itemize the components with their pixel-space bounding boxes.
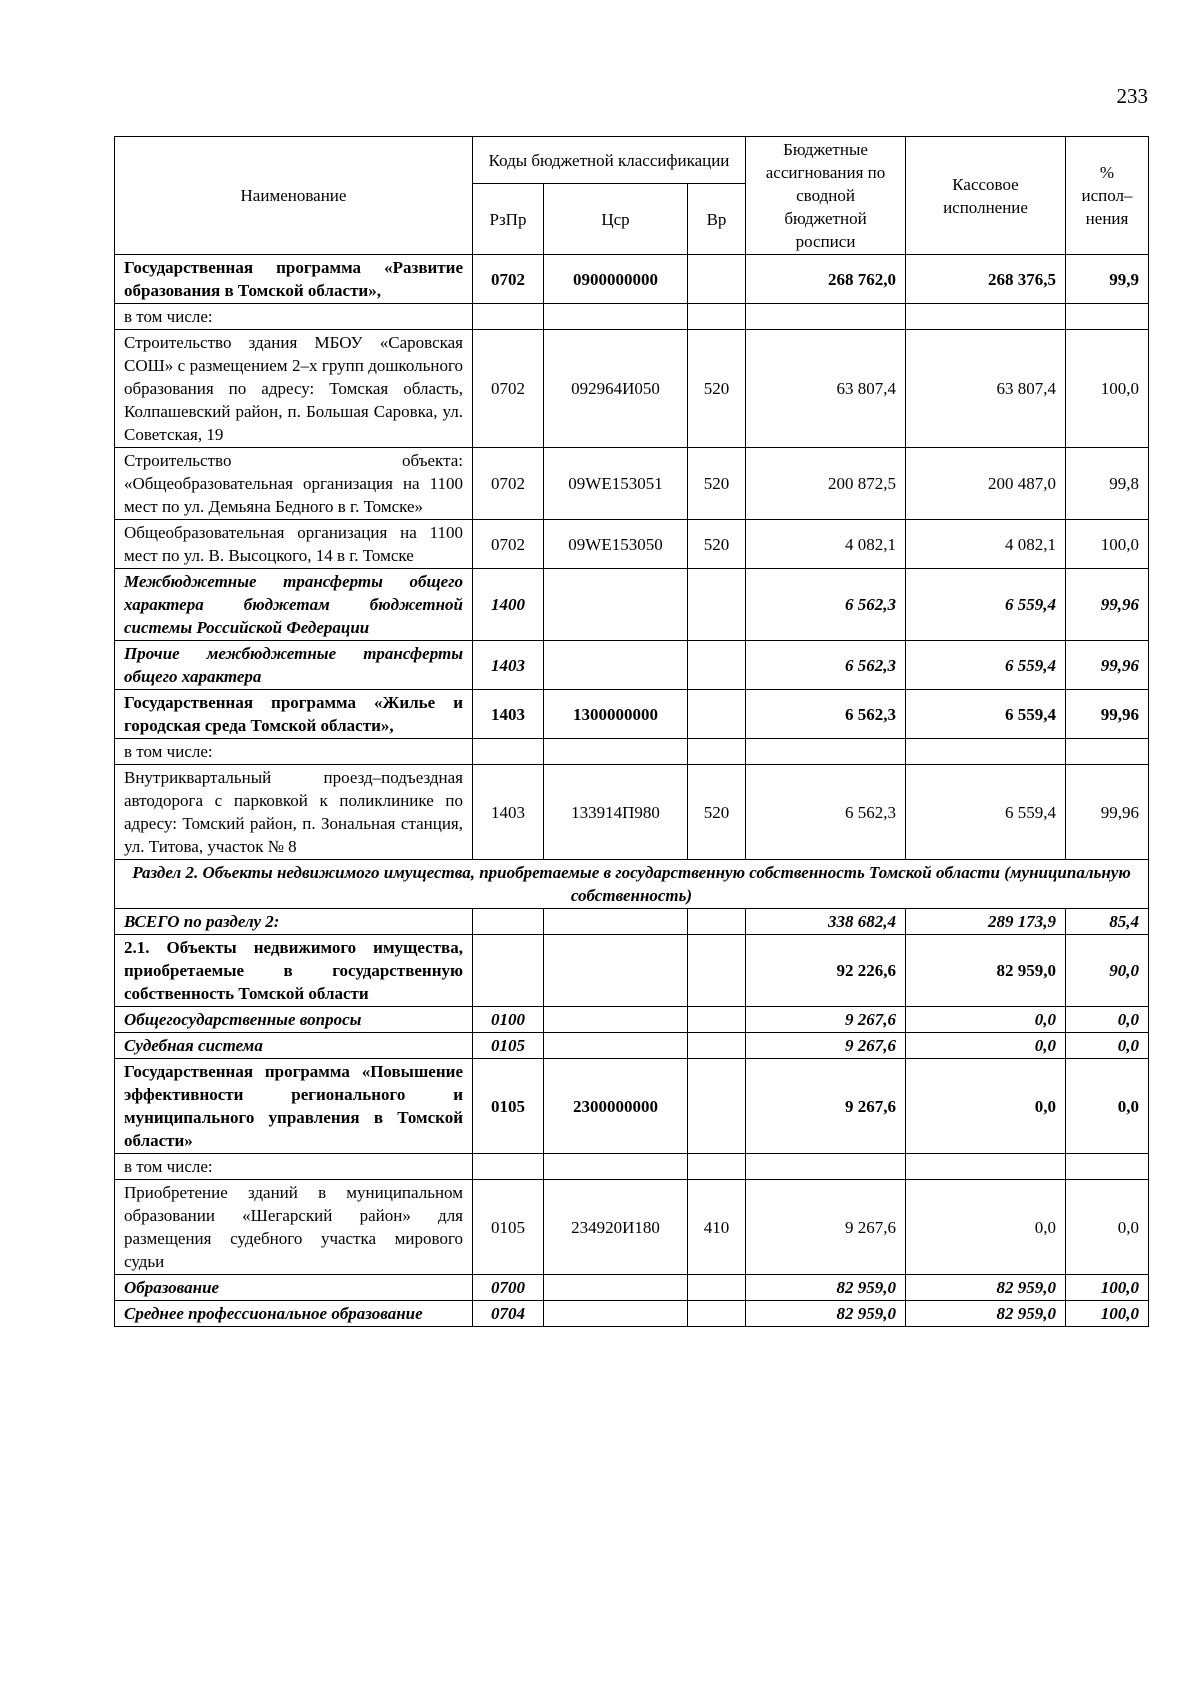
- cell-csr: 092964И050: [544, 330, 688, 448]
- cell-name: Межбюджетные трансферты общего характера бюджетам бюджетной системы Российской Федерации: [115, 569, 473, 641]
- cell-vr: [688, 935, 746, 1007]
- cell-csr: 1300000000: [544, 690, 688, 739]
- table-row: [115, 448, 1149, 520]
- cell-allocation: 82 959,0: [746, 1301, 906, 1327]
- cell-execution: 0,0: [906, 1059, 1066, 1154]
- cell-rzpr: 0105: [473, 1180, 544, 1275]
- cell-allocation: 6 562,3: [746, 690, 906, 739]
- cell-vr: [688, 1154, 746, 1180]
- table-row: [115, 1275, 1149, 1301]
- cell-vr: 410: [688, 1180, 746, 1275]
- table-row: [115, 765, 1149, 860]
- cell-rzpr: 0100: [473, 1007, 544, 1033]
- cell-rzpr: [473, 739, 544, 765]
- cell-allocation: [746, 304, 906, 330]
- cell-percent: [1066, 304, 1149, 330]
- cell-vr: 520: [688, 765, 746, 860]
- cell-allocation: 82 959,0: [746, 1275, 906, 1301]
- table-row: [115, 1301, 1149, 1327]
- cell-rzpr: [473, 1154, 544, 1180]
- cell-allocation: 6 562,3: [746, 569, 906, 641]
- cell-execution: 289 173,9: [906, 909, 1066, 935]
- cell-vr: [688, 909, 746, 935]
- table-row: [115, 330, 1149, 448]
- cell-allocation: 200 872,5: [746, 448, 906, 520]
- cell-csr: [544, 1033, 688, 1059]
- cell-name: в том числе:: [115, 739, 473, 765]
- cell-percent: 99,96: [1066, 569, 1149, 641]
- cell-vr: 520: [688, 448, 746, 520]
- cell-csr: [544, 641, 688, 690]
- cell-name: Общеобразовательная организация на 1100 мест по ул. В. Высоцкого, 14 в г. Томске: [115, 520, 473, 569]
- cell-percent: 0,0: [1066, 1059, 1149, 1154]
- cell-name: Общегосударственные вопросы: [115, 1007, 473, 1033]
- table-header: [115, 137, 1149, 255]
- cell-csr: 0900000000: [544, 255, 688, 304]
- cell-execution: 82 959,0: [906, 1275, 1066, 1301]
- cell-name: Среднее профессиональное образование: [115, 1301, 473, 1327]
- cell-rzpr: 0105: [473, 1033, 544, 1059]
- cell-allocation: [746, 739, 906, 765]
- cell-percent: 0,0: [1066, 1007, 1149, 1033]
- cell-csr: [544, 304, 688, 330]
- cell-csr: 234920И180: [544, 1180, 688, 1275]
- header-allocations: Бюджетные ассигнования по сводной бюджетной росписи: [746, 137, 906, 255]
- cell-csr: [544, 569, 688, 641]
- table-row: [115, 1180, 1149, 1275]
- cell-csr: [544, 1007, 688, 1033]
- cell-vr: [688, 1033, 746, 1059]
- cell-allocation: 9 267,6: [746, 1007, 906, 1033]
- cell-vr: [688, 255, 746, 304]
- cell-execution: 82 959,0: [906, 935, 1066, 1007]
- table-row: [115, 569, 1149, 641]
- cell-csr: [544, 1275, 688, 1301]
- cell-allocation: 268 762,0: [746, 255, 906, 304]
- table-row: [115, 1154, 1149, 1180]
- table-row: [115, 255, 1149, 304]
- cell-percent: 99,96: [1066, 641, 1149, 690]
- header-execution: Кассовое исполнение: [906, 137, 1066, 255]
- cell-rzpr: 0105: [473, 1059, 544, 1154]
- cell-execution: 82 959,0: [906, 1301, 1066, 1327]
- cell-execution: 6 559,4: [906, 569, 1066, 641]
- cell-vr: 520: [688, 330, 746, 448]
- cell-csr: 09WE153050: [544, 520, 688, 569]
- header-rzpr: РзПр: [473, 184, 544, 255]
- cell-name: Образование: [115, 1275, 473, 1301]
- header-name: Наименование: [115, 137, 473, 255]
- cell-execution: [906, 739, 1066, 765]
- table-row: [115, 690, 1149, 739]
- cell-execution: [906, 1154, 1066, 1180]
- cell-rzpr: 1403: [473, 765, 544, 860]
- cell-percent: 0,0: [1066, 1033, 1149, 1059]
- cell-percent: 100,0: [1066, 330, 1149, 448]
- cell-rzpr: 0704: [473, 1301, 544, 1327]
- cell-rzpr: 0702: [473, 330, 544, 448]
- cell-execution: 0,0: [906, 1180, 1066, 1275]
- cell-allocation: 6 562,3: [746, 765, 906, 860]
- cell-allocation: 338 682,4: [746, 909, 906, 935]
- cell-vr: [688, 1301, 746, 1327]
- cell-percent: 99,8: [1066, 448, 1149, 520]
- cell-csr: [544, 739, 688, 765]
- cell-rzpr: 0700: [473, 1275, 544, 1301]
- cell-vr: [688, 1007, 746, 1033]
- cell-rzpr: 1403: [473, 641, 544, 690]
- cell-name: Прочие межбюджетные трансферты общего характера: [115, 641, 473, 690]
- cell-csr: 09WE153051: [544, 448, 688, 520]
- cell-allocation: 6 562,3: [746, 641, 906, 690]
- cell-name: Внутриквартальный проезд–подъездная автодорога с парковкой к поликлинике по адресу: Томский район, п. Зональная станция, ул. Титова, участок № 8: [115, 765, 473, 860]
- cell-percent: 0,0: [1066, 1180, 1149, 1275]
- cell-rzpr: 0702: [473, 448, 544, 520]
- cell-rzpr: 1400: [473, 569, 544, 641]
- cell-vr: 520: [688, 520, 746, 569]
- cell-name: в том числе:: [115, 1154, 473, 1180]
- section-row: [115, 860, 1149, 909]
- cell-rzpr: [473, 909, 544, 935]
- cell-name: Строительство здания МБОУ «Саровская СОШ» с размещением 2–х групп дошкольного образования по адресу: Томская область, Колпашевский район, п. Большая Саровка, ул. Советская, 19: [115, 330, 473, 448]
- table-body: [115, 255, 1149, 1327]
- cell-percent: 85,4: [1066, 909, 1149, 935]
- cell-rzpr: [473, 304, 544, 330]
- cell-name: 2.1. Объекты недвижимого имущества, приобретаемые в государственную собственность Томской области: [115, 935, 473, 1007]
- cell-vr: [688, 304, 746, 330]
- table-row: [115, 1007, 1149, 1033]
- cell-csr: [544, 935, 688, 1007]
- page-number: 233: [1116, 84, 1148, 108]
- cell-name: Строительство объекта: «Общеобразовательная организация на 1100 мест по ул. Демьяна Бедного в г. Томске»: [115, 448, 473, 520]
- table-row: [115, 304, 1149, 330]
- table-row: [115, 909, 1149, 935]
- cell-execution: 200 487,0: [906, 448, 1066, 520]
- cell-csr: [544, 1301, 688, 1327]
- budget-execution-table: [114, 136, 1149, 1327]
- cell-rzpr: 1403: [473, 690, 544, 739]
- cell-name: Приобретение зданий в муниципальном образовании «Шегарский район» для размещения судебного участка мирового судьи: [115, 1180, 473, 1275]
- cell-name: Государственная программа «Развитие образования в Томской области»,: [115, 255, 473, 304]
- cell-vr: [688, 1059, 746, 1154]
- header-percent: % испол– нения: [1066, 137, 1149, 255]
- cell-execution: 4 082,1: [906, 520, 1066, 569]
- cell-percent: [1066, 1154, 1149, 1180]
- cell-execution: 6 559,4: [906, 641, 1066, 690]
- cell-vr: [688, 1275, 746, 1301]
- cell-allocation: 63 807,4: [746, 330, 906, 448]
- cell-rzpr: [473, 935, 544, 1007]
- cell-allocation: 4 082,1: [746, 520, 906, 569]
- cell-percent: 100,0: [1066, 1275, 1149, 1301]
- cell-name: Государственная программа «Жилье и городская среда Томской области»,: [115, 690, 473, 739]
- cell-execution: 0,0: [906, 1007, 1066, 1033]
- cell-rzpr: 0702: [473, 520, 544, 569]
- cell-vr: [688, 690, 746, 739]
- table-row: [115, 641, 1149, 690]
- cell-vr: [688, 641, 746, 690]
- cell-vr: [688, 739, 746, 765]
- header-codes-group: Коды бюджетной классификации: [473, 137, 746, 184]
- cell-name: Государственная программа «Повышение эффективности регионального и муниципального управления в Томской области»: [115, 1059, 473, 1154]
- cell-percent: 100,0: [1066, 520, 1149, 569]
- cell-percent: 100,0: [1066, 1301, 1149, 1327]
- cell-allocation: 9 267,6: [746, 1180, 906, 1275]
- cell-name: ВСЕГО по разделу 2:: [115, 909, 473, 935]
- cell-rzpr: 0702: [473, 255, 544, 304]
- cell-execution: [906, 304, 1066, 330]
- cell-execution: 0,0: [906, 1033, 1066, 1059]
- cell-csr: 133914П980: [544, 765, 688, 860]
- table-row: [115, 739, 1149, 765]
- table-row: [115, 1059, 1149, 1154]
- header-csr: Цср: [544, 184, 688, 255]
- table-row: [115, 1033, 1149, 1059]
- cell-execution: 268 376,5: [906, 255, 1066, 304]
- cell-percent: [1066, 739, 1149, 765]
- cell-percent: 90,0: [1066, 935, 1149, 1007]
- cell-percent: 99,9: [1066, 255, 1149, 304]
- cell-execution: 6 559,4: [906, 765, 1066, 860]
- cell-execution: 63 807,4: [906, 330, 1066, 448]
- cell-csr: 2300000000: [544, 1059, 688, 1154]
- section-title: Раздел 2. Объекты недвижимого имущества, приобретаемые в государственную собственность Томской области (муниципальную собственность): [115, 860, 1149, 909]
- cell-name: Судебная система: [115, 1033, 473, 1059]
- cell-name: в том числе:: [115, 304, 473, 330]
- table-row: [115, 935, 1149, 1007]
- cell-allocation: 9 267,6: [746, 1059, 906, 1154]
- cell-percent: 99,96: [1066, 690, 1149, 739]
- cell-execution: 6 559,4: [906, 690, 1066, 739]
- cell-percent: 99,96: [1066, 765, 1149, 860]
- cell-allocation: 9 267,6: [746, 1033, 906, 1059]
- table-row: [115, 520, 1149, 569]
- cell-vr: [688, 569, 746, 641]
- cell-csr: [544, 909, 688, 935]
- header-vr: Вр: [688, 184, 746, 255]
- cell-csr: [544, 1154, 688, 1180]
- cell-allocation: [746, 1154, 906, 1180]
- cell-allocation: 92 226,6: [746, 935, 906, 1007]
